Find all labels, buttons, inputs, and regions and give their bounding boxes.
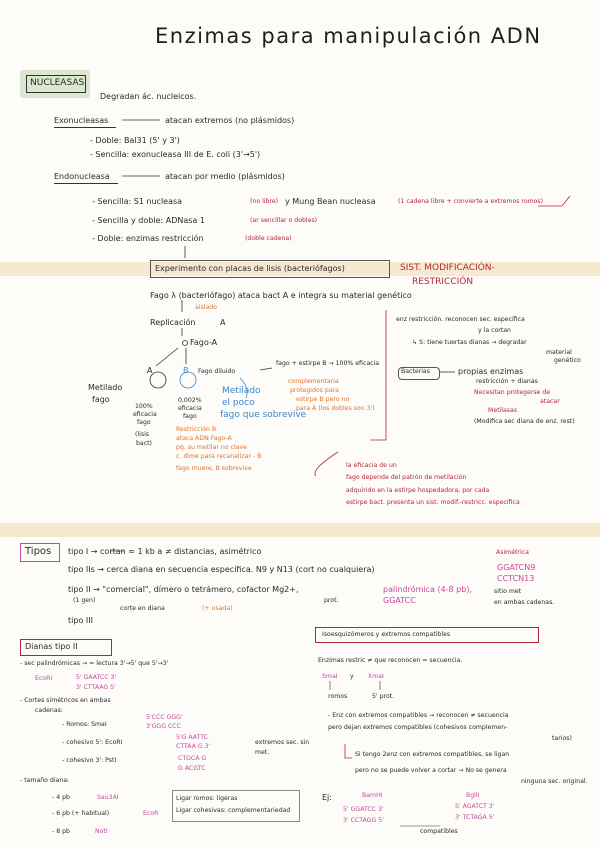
pct0: 0,002% [178, 397, 202, 404]
usada: (+ usada) [202, 605, 233, 612]
complementaria: estirpe B pero no [296, 396, 350, 403]
complementaria: complementaria [288, 378, 339, 385]
metilasas: Metilasas [488, 407, 518, 414]
a-plate: A [147, 366, 153, 375]
pct100: eficacia [133, 411, 157, 418]
eficacia-note: fago depende del patrón de metilación [346, 474, 467, 481]
pct0: fago [183, 413, 197, 420]
arrow [240, 378, 247, 398]
metilado-poco: Metilado [222, 386, 261, 396]
phage-icon [183, 341, 188, 346]
endo-item: - Doble: enzimas restricción [92, 234, 204, 243]
extremos: met. [255, 749, 270, 756]
restriccion-b: ataca ADN Fago-A [176, 435, 232, 442]
pb6: - 6 pb (+ habitual) [52, 810, 110, 817]
necesitan: atacar [540, 398, 560, 405]
coh3-seq: CTGCA G [178, 755, 207, 762]
metilado-fago: fago [92, 395, 110, 404]
plate-a-icon [150, 372, 166, 388]
page-title: Enzimas para manipulación ADN [155, 24, 542, 48]
nucleasas-heading: NUCLEASAS [30, 78, 85, 88]
coh5-seq: 5'G AATTC [176, 734, 208, 741]
cortes: - Cortes simétricos en ambas [20, 697, 111, 704]
dianas-heading: Dianas tipo II [25, 642, 78, 651]
si-tengo: Si tengo 2enz con extremos compatibles, se ligan [355, 751, 510, 758]
pb8: - 8 pb [52, 828, 70, 835]
fago-diluido: Fago diluido [198, 368, 236, 375]
ecori-seq: 3' CTTAAG 5' [76, 684, 116, 691]
coh5: - cohesivo 5': EcoRI [62, 739, 123, 746]
restriccion-b: c. dime para recanalizar - B [176, 453, 262, 460]
propias: restricción + dianas [476, 378, 538, 385]
metilado-fago: Metilado [88, 383, 123, 392]
restriccion-b: Restricción B [176, 426, 217, 433]
restriccion-b: pq. su metilar no clave [176, 444, 247, 451]
enz-ext: pero dejan extremos compatibles (cohesivos complemen- [328, 724, 508, 731]
plate-b-icon [180, 372, 196, 388]
coh3: - cohesivo 3': PstI [62, 757, 117, 764]
tamano: - tamaño diana: [20, 777, 70, 784]
si-tengo: pero no se puede volver a cortar → No se genera [355, 767, 507, 774]
nucleasas-subtitle: Degradan ác. nucleicos. [100, 92, 197, 101]
tipo1: tipo I → cortan ≈ 1 kb a ≠ distancias, asimétrico [68, 547, 262, 556]
metilado-poco: el poco [222, 398, 255, 408]
ggatcc: GGATCC [383, 596, 416, 605]
pct100: 100% [135, 403, 153, 410]
smai: SmaI [322, 673, 338, 680]
endo-item: - Sencilla: S1 nucleasa [92, 197, 183, 206]
pct100: bact) [136, 440, 152, 447]
sau3ai: Sau3AI [97, 794, 119, 801]
replicacion: Replicación [150, 318, 196, 327]
extremos: extremos sec. sin [255, 739, 310, 746]
xmai: XmaI [368, 673, 384, 680]
ecor: EcoR [143, 810, 159, 817]
modifica: (Modifica sec diana de enz. rest) [474, 418, 575, 425]
enz-res: y la cortan [478, 327, 511, 334]
y: y [350, 673, 354, 680]
eficacia-note: estirpe bact. presenta un sist. modif.-restricc. específica [346, 499, 520, 506]
asim-seq: CCTCN13 [497, 574, 535, 583]
bracket [538, 196, 570, 206]
endo-note: (1 cadena libre + convierte a extremos romos) [398, 198, 544, 205]
sist-line: SIST. MODIFICACIÓN- [400, 263, 495, 273]
gen-label: (1 gen) [73, 597, 96, 604]
sitio: sitio met [494, 588, 522, 595]
cadenas: cadenas: [35, 707, 63, 714]
noti: NotI [95, 828, 108, 835]
propias: propias enzimas [458, 367, 524, 376]
endo-note: (doble cadena) [245, 235, 292, 242]
bacterias: Bacterias [401, 368, 430, 375]
material: genético [554, 357, 581, 364]
ligar: Ligar romos: ligeras [176, 795, 238, 802]
seq2: 5' AGATCT 3' [455, 803, 495, 810]
corte: corte en diana [120, 605, 165, 612]
arrow [315, 452, 338, 476]
endo-item: - Sencilla y doble: ADNasa 1 [92, 216, 205, 225]
si-tengo: ninguna sec. original. [521, 778, 588, 785]
coh3-seq: G ACGTC [178, 765, 206, 772]
prot-lbl: 5' prot. [372, 693, 395, 700]
sitio: en ambas cadenas. [494, 599, 555, 606]
compatibles: compatibles [420, 828, 458, 835]
exo-desc: atacan extremos (no plásmidos) [165, 116, 295, 125]
ecori-seq: 5' GAATCC 3' [76, 674, 117, 681]
pct100: fago [137, 419, 151, 426]
enz-ext: - Enz con extremos compatibles → reconocen ≠ secuencia [328, 712, 509, 719]
pb4: - 4 pb [52, 794, 70, 801]
eficacia-note: adquirido en la estirpe hospedadora, por cada [346, 487, 490, 494]
fago-estirpe: fago + estirpe B → 100% eficacia [276, 360, 380, 367]
romos: - Romos: SmaI [62, 721, 107, 728]
romos-seq: 3'GGG CCC [146, 723, 181, 730]
endo-label: Endonucleasa [54, 172, 110, 181]
eficacia-note: la eficacia de un [346, 462, 397, 469]
seq2: 3' TCTAGA 5' [455, 814, 495, 821]
complementaria: para A (los dobles son 3') [296, 405, 375, 412]
bamhi: BamHI [362, 792, 383, 799]
pct100: (lisis [135, 431, 150, 438]
exo-item: - Sencilla: exonucleasa III de E. coli (3'→5') [90, 150, 261, 159]
fago-desc: Fago λ (bacteriófago) ataca bact A e integra su material genético [150, 291, 412, 300]
endo-desc: atacan por medio (plásmidos) [165, 172, 285, 181]
seq1: 3' CCTAGG 5' [343, 817, 384, 824]
fago-a: Fago-A [190, 338, 218, 347]
si-tiene: ↳ S: tiene tuertas dianas → degradar [412, 339, 527, 346]
prot: prot. [324, 597, 339, 604]
tipo3: tipo III [68, 616, 93, 625]
ecori: EcoRI [35, 675, 53, 682]
exo-item: - Doble: Bal31 (5' y 3') [90, 136, 180, 145]
tipos-heading: Tipos [25, 546, 52, 557]
sec-pal: - sec palindrómicas → = lectura 3'→5' que 5'→3' [20, 660, 169, 667]
asim-title: Asimétrica [496, 549, 529, 556]
tipo2a: tipo II → "comercial", dímero o tetrámero, cofactor Mg2+, [68, 585, 299, 594]
endo-note: (ar sencillar o dobles) [250, 217, 318, 224]
ligar: Ligar cohesivas: complementariedad [176, 807, 291, 814]
enz-ext: tarios) [552, 735, 572, 742]
metilado-poco: fago que sobrevive [220, 410, 307, 420]
necesitan: Necesitan protegerse de [474, 389, 551, 396]
coh5-seq: CTTAA G 3' [176, 743, 211, 750]
ej: Ej: [322, 793, 332, 802]
arrow [156, 348, 178, 366]
endo-item: y Mung Bean nucleasa [285, 197, 376, 206]
sist-line: RESTRICCIÓN [412, 277, 474, 287]
pct0: eficacia [178, 405, 202, 412]
a-label: A [220, 318, 226, 327]
iso-enz: Enzimas restric ≠ que reconocen = secuencia. [318, 657, 463, 664]
restriccion-b: fago muere, B sobrevive [176, 465, 252, 472]
bglii: BglII [466, 792, 480, 799]
experiment-title: Experimento con placas de lisis (bacteriófagos) [155, 264, 345, 273]
arrow [260, 368, 272, 370]
asim-seq: GGATCN9 [497, 563, 536, 572]
material: material [546, 349, 572, 356]
romos-seq: 5'CCC GGG' [146, 714, 183, 721]
seq1: 5' GGATCC 3' [343, 806, 384, 813]
enz-res: enz restricción. reconocen sec. específica [396, 316, 525, 323]
romos-lbl: romos [328, 693, 348, 700]
palindromica: palindrómica (4-8 pb), [383, 585, 472, 594]
exo-label: Exonucleasas [54, 116, 109, 125]
tipo2s: tipo IIs → cerca diana en secuencia específica. N9 y N13 (cort no cualquiera) [68, 565, 375, 574]
arrow [345, 744, 352, 758]
endo-note: (no libre) [250, 198, 279, 205]
aislado: aislado [195, 304, 217, 311]
b-plate: B [183, 366, 189, 375]
complementaria: protegidos para [290, 387, 339, 394]
iso-heading: Isoesquizómeros y extremos compatibles [322, 631, 451, 638]
bracket [370, 310, 386, 440]
